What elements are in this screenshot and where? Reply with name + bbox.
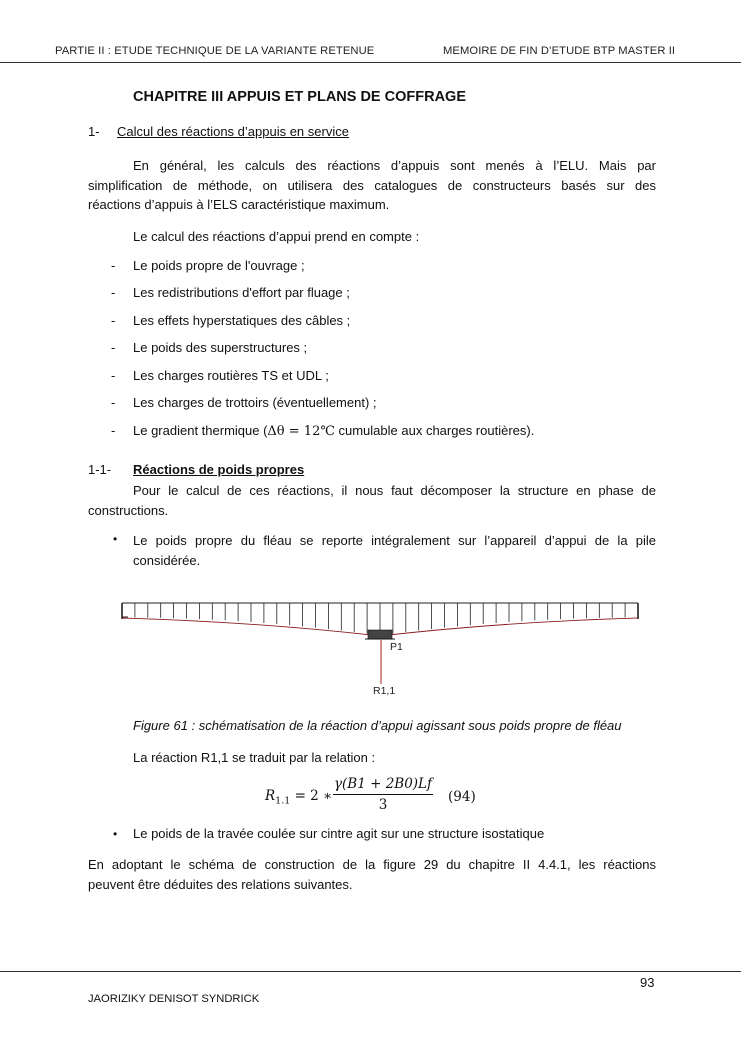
bullet-marker: • <box>113 827 118 841</box>
header-left: PARTIE II : ETUDE TECHNIQUE DE LA VARIANTE RETENUE <box>55 45 375 57</box>
equation-number: (94) <box>448 789 476 805</box>
thermal-gradient-formula: Δθ = 12℃ <box>267 424 335 439</box>
list-item: Le poids propre de l'ouvrage ; <box>133 258 305 273</box>
intro-line-1: En général, les calculs des réactions d’appuis sont menés à l’ELU. Mais par <box>133 158 656 173</box>
final-paragraph <box>88 855 656 894</box>
intro-line-3: réactions d’appuis à l’ELS caractéristique maximum. <box>88 197 390 212</box>
header-right: MEMOIRE DE FIN D’ETUDE BTP MASTER II <box>443 45 676 57</box>
cantilever-diagram <box>118 598 648 700</box>
bullet1-line-2: considérée. <box>133 552 201 568</box>
author-name: JAORIZIKY DENISOT SYNDRICK <box>88 993 260 1005</box>
figure-caption: Figure 61 : schématisation de la réaction d’appui agissant sous poids propre de fléau <box>133 718 622 733</box>
list-item: Les effets hyperstatiques des câbles ; <box>133 313 351 328</box>
pier-label: P1 <box>390 641 403 653</box>
section-title: Calcul des réactions d’appuis en service <box>117 124 349 139</box>
dash-marker: - <box>111 423 116 438</box>
dash-marker: - <box>111 395 116 410</box>
fraction-bar <box>333 794 433 795</box>
section-number: 1- <box>88 124 100 139</box>
chapter-title: CHAPITRE III APPUIS ET PLANS DE COFFRAGE <box>133 89 466 105</box>
equation-equals: = 2 ∗ <box>294 788 333 804</box>
intro-line-2: simplification de méthode, on utilisera des catalogues de constructeurs basés sur des <box>88 177 656 193</box>
dash-marker: - <box>111 368 116 383</box>
dash-marker: - <box>111 313 116 328</box>
subsection-paragraph <box>88 481 656 520</box>
dash-marker: - <box>111 340 116 355</box>
subsection-number: 1-1- <box>88 462 112 477</box>
equation-fraction <box>333 776 433 813</box>
subsection-title: Réactions de poids propres <box>133 462 305 477</box>
equation-numerator: γ(B1 + 2B0)Lf <box>333 776 433 792</box>
bullet-paragraph-1 <box>133 531 656 570</box>
bullet-paragraph-2: Le poids de la travée coulée sur cintre agit sur une structure isostatique <box>133 826 545 841</box>
list-item: Les redistributions d'effort par fluage ; <box>133 285 350 300</box>
equation-lhs <box>265 788 332 807</box>
equation-denominator: 3 <box>378 797 388 813</box>
intro-paragraph <box>88 156 656 215</box>
subsection-line-1: Pour le calcul de ces réactions, il nous faut décomposer la structure en phase de <box>133 483 656 498</box>
list-item: Les charges routières TS et UDL ; <box>133 368 329 383</box>
list-item-prefix: Le gradient thermique ( <box>133 423 268 438</box>
bullet-marker: • <box>113 532 118 546</box>
equation-subscript: 1.1 <box>275 795 291 807</box>
reaction-label: R1,1 <box>373 685 396 697</box>
footer-divider <box>0 971 741 972</box>
equation-symbol: R <box>265 788 276 804</box>
page-number: 93 <box>640 975 655 990</box>
list-item: Les charges de trottoirs (éventuellement) ; <box>133 395 377 410</box>
dash-marker: - <box>111 285 116 300</box>
list-item <box>133 423 534 439</box>
support-bearing <box>368 630 392 639</box>
list-item: Le poids des superstructures ; <box>133 340 308 355</box>
header-divider <box>0 62 741 63</box>
relation-intro: La réaction R1,1 se traduit par la relation : <box>133 750 376 765</box>
final-line-2: peuvent être déduites des relations suivantes. <box>88 876 353 892</box>
subsection-line-2: constructions. <box>88 502 169 518</box>
final-line-1: En adoptant le schéma de construction de la figure 29 du chapitre II 4.4.1, les réactions <box>88 857 656 872</box>
dash-marker: - <box>111 258 116 273</box>
list-intro: Le calcul des réactions d’appui prend en compte : <box>133 229 420 244</box>
list-item-suffix: cumulable aux charges routières). <box>334 423 535 438</box>
bullet1-line-1: Le poids propre du fléau se reporte intégralement sur l’appareil d’appui de la pile <box>133 533 656 548</box>
